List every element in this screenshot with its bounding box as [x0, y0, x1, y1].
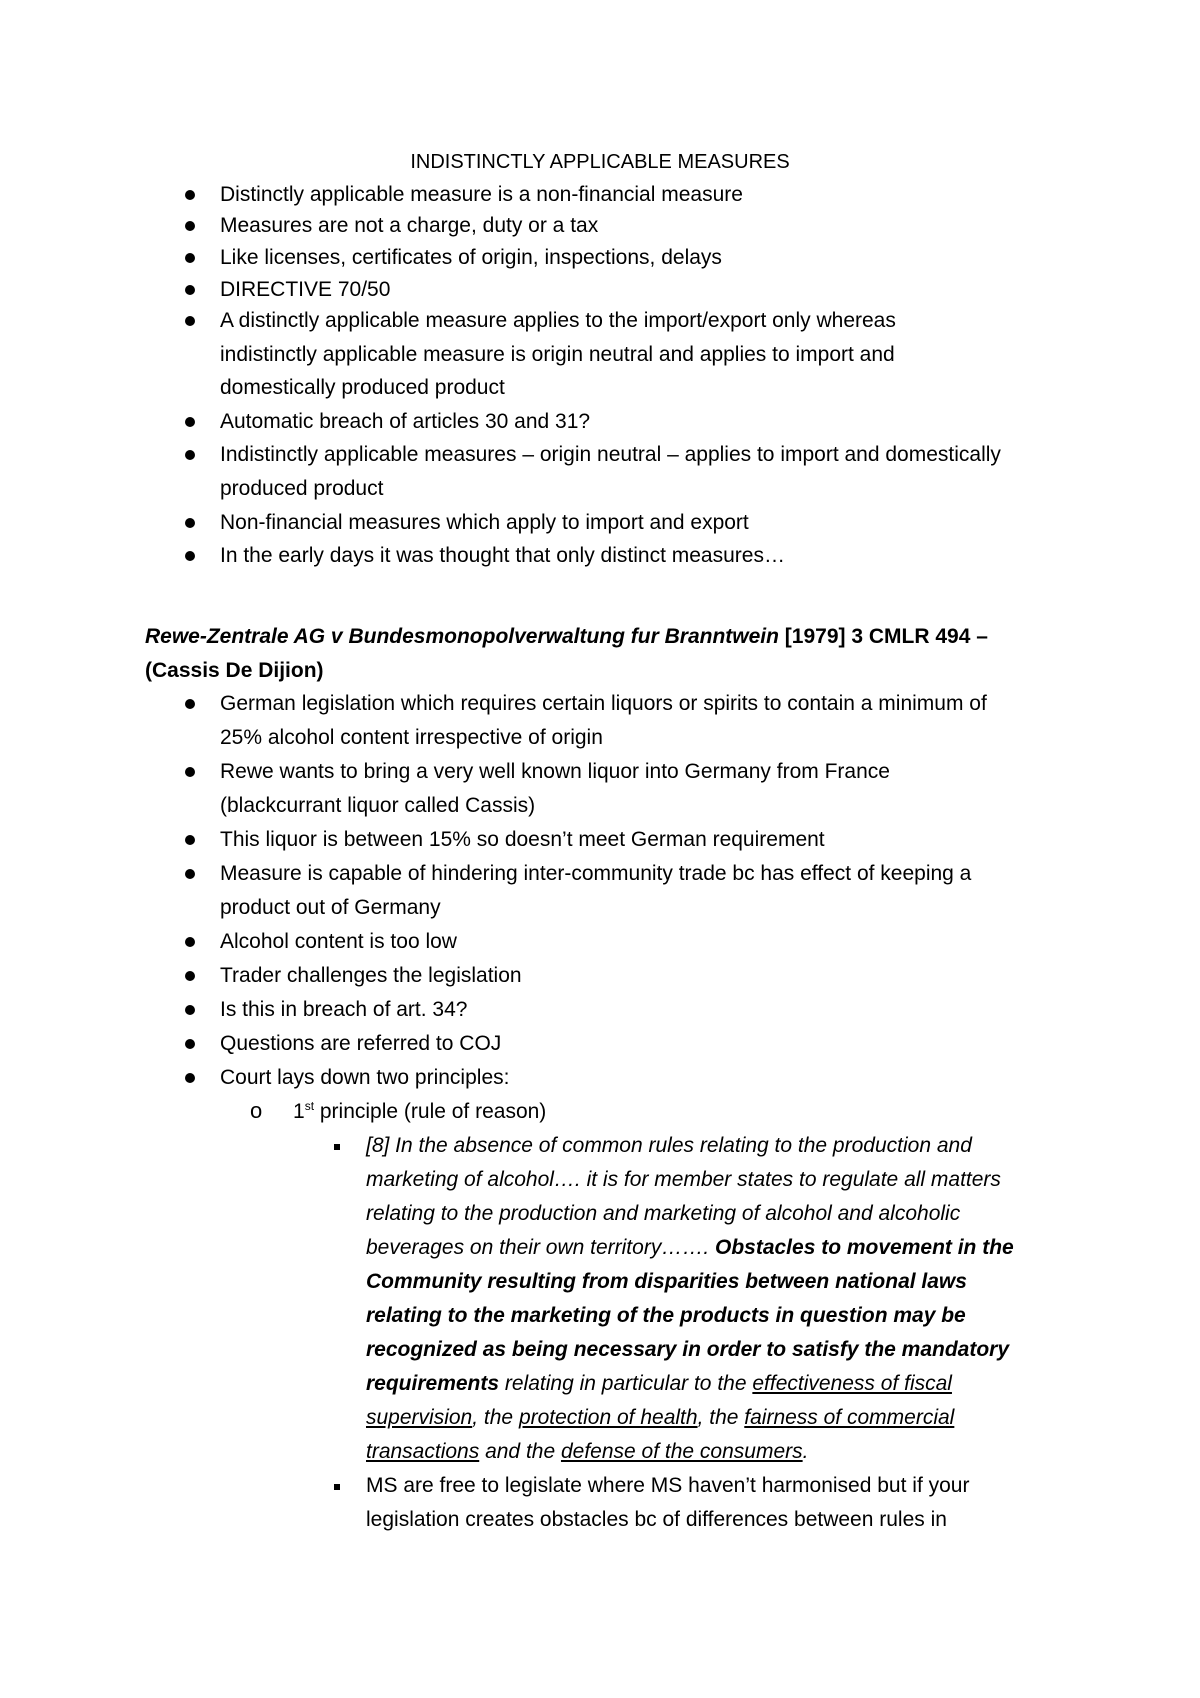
list-item: Indistinctly applicable measures – origin neutral – applies to import and domestically	[220, 443, 1001, 466]
bullet-marker	[185, 835, 195, 845]
quote-underlined: fairness of commercial	[744, 1406, 955, 1429]
quote-underlined: supervision	[366, 1406, 473, 1429]
case-name: Rewe-Zentrale AG v Bundesmonopolverwaltung fur Branntwein	[145, 625, 779, 648]
list-item: Measures are not a charge, duty or a tax	[220, 214, 599, 237]
principle-text: principle (rule of reason)	[314, 1100, 547, 1123]
list-item: Alcohol content is too low	[220, 930, 457, 953]
quote-text: and the	[479, 1440, 561, 1463]
bullet-marker	[185, 316, 195, 326]
sub-list-item	[293, 1099, 546, 1125]
list-item: Distinctly applicable measure is a non-financial measure	[220, 183, 743, 206]
bullet-marker	[185, 417, 195, 427]
quote-line	[366, 1371, 952, 1397]
quote-line: relating to the marketing of the products in question may be	[366, 1304, 966, 1327]
bullet-marker	[185, 221, 195, 231]
list-item: Is this in breach of art. 34?	[220, 998, 468, 1021]
quote-line: relating to the production and marketing of alcohol and alcoholic	[366, 1202, 961, 1225]
quote-underlined: effectiveness of fiscal	[752, 1372, 952, 1395]
quote-line: [8] In the absence of common rules relating to the production and	[366, 1134, 972, 1157]
list-item: Trader challenges the legislation	[220, 964, 522, 987]
sub-bullet-marker: o	[250, 1098, 263, 1123]
quote-line	[366, 1235, 1014, 1261]
list-item-continuation: (blackcurrant liquor called Cassis)	[220, 794, 536, 817]
list-item-continuation: legislation creates obstacles bc of differences between rules in	[366, 1508, 947, 1531]
bullet-marker	[185, 1005, 195, 1015]
list-item: Rewe wants to bring a very well known liquor into Germany from France	[220, 760, 890, 783]
bullet-marker	[185, 1073, 195, 1083]
quote-line: marketing of alcohol…. it is for member states to regulate all matters	[366, 1168, 1001, 1191]
quote-underlined: defense of the consumers	[560, 1440, 803, 1463]
case-heading	[145, 624, 988, 650]
square-bullet-marker	[334, 1144, 340, 1150]
list-item: Measure is capable of hindering inter-community trade bc has effect of keeping a	[220, 862, 972, 885]
case-nickname: (Cassis De Dijion)	[145, 659, 324, 682]
list-item: Automatic breach of articles 30 and 31?	[220, 410, 591, 433]
list-item-continuation: domestically produced product	[220, 376, 505, 399]
bullet-marker	[185, 518, 195, 528]
list-item: Non-financial measures which apply to import and export	[220, 511, 749, 534]
bullet-marker	[185, 285, 195, 295]
page-title: INDISTINCTLY APPLICABLE MEASURES	[410, 151, 790, 173]
quote-text: .	[802, 1440, 809, 1463]
bullet-marker	[185, 190, 195, 200]
quote-line	[366, 1405, 954, 1431]
list-item: Like licenses, certificates of origin, inspections, delays	[220, 246, 722, 269]
bullet-marker	[185, 937, 195, 947]
list-item-continuation: product out of Germany	[220, 896, 441, 919]
list-item-continuation: produced product	[220, 477, 384, 500]
list-item: This liquor is between 15% so doesn’t meet German requirement	[220, 828, 825, 851]
list-item: German legislation which requires certain liquors or spirits to contain a minimum of	[220, 692, 987, 715]
list-item: MS are free to legislate where MS haven’t harmonised but if your	[366, 1474, 970, 1497]
quote-text: beverages on their own territory…….	[366, 1236, 715, 1259]
list-item-continuation: indistinctly applicable measure is origin neutral and applies to import and	[220, 343, 895, 366]
principle-ordinal: st	[304, 1099, 315, 1113]
square-bullet-marker	[334, 1484, 340, 1490]
bullet-marker	[185, 551, 195, 561]
quote-underlined: protection of health	[518, 1406, 698, 1429]
quote-emphasis: requirements	[366, 1372, 500, 1395]
bullet-marker	[185, 869, 195, 879]
quote-line: recognized as being necessary in order to satisfy the mandatory	[366, 1338, 1010, 1361]
quote-text: , the	[472, 1406, 519, 1429]
list-item: DIRECTIVE 70/50	[220, 278, 391, 301]
case-citation: [1979] 3 CMLR 494 –	[778, 625, 988, 648]
quote-text: , the	[697, 1406, 745, 1429]
quote-emphasis: Obstacles to movement in the	[714, 1236, 1014, 1259]
list-item: In the early days it was thought that only distinct measures…	[220, 544, 785, 567]
bullet-marker	[185, 450, 195, 460]
bullet-marker	[185, 971, 195, 981]
quote-line	[366, 1439, 808, 1465]
bullet-marker	[185, 767, 195, 777]
list-item: Court lays down two principles:	[220, 1066, 510, 1089]
list-item: Questions are referred to COJ	[220, 1032, 502, 1055]
bullet-marker	[185, 253, 195, 263]
principle-number: 1	[293, 1100, 305, 1123]
list-item: A distinctly applicable measure applies to the import/export only whereas	[220, 309, 896, 332]
quote-text: relating in particular to the	[499, 1372, 753, 1395]
quote-underlined: transactions	[366, 1440, 480, 1463]
quote-line: Community resulting from disparities between national laws	[366, 1270, 967, 1293]
bullet-marker	[185, 1039, 195, 1049]
list-item-continuation: 25% alcohol content irrespective of origin	[220, 726, 603, 749]
bullet-marker	[185, 699, 195, 709]
